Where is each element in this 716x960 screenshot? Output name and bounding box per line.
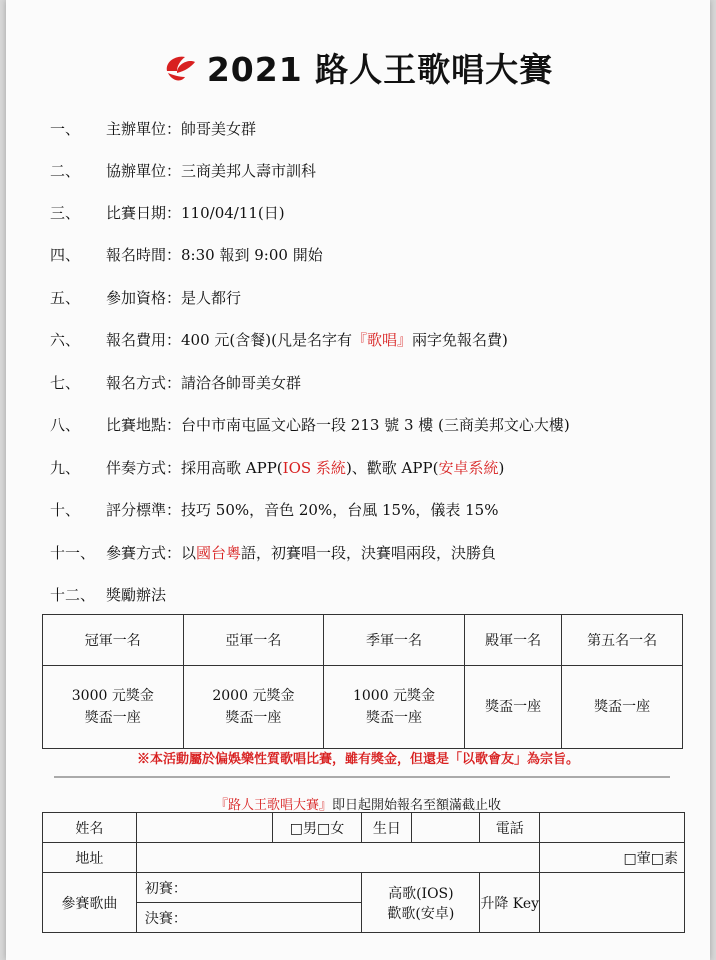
key-label: 升降 Key <box>480 873 540 933</box>
item-post: ) <box>498 459 505 477</box>
item-number: 十二、 <box>50 586 96 604</box>
prize-value-cell <box>43 666 184 749</box>
item-label: 比賽日期： <box>106 204 182 222</box>
item-post: 兩字免報名費) <box>412 331 508 349</box>
item-pre: 400 元(含餐)(凡是名字有 <box>181 331 352 349</box>
item-number: 二、 <box>50 162 81 180</box>
item-label: 評分標準： <box>106 501 182 519</box>
prize-value-cell <box>183 666 324 749</box>
prize-value-cell <box>562 666 683 749</box>
item-number: 三、 <box>50 204 81 222</box>
registration-form <box>42 812 685 933</box>
birthday-label: 生日 <box>362 813 412 843</box>
item-red: IOS 系統 <box>282 459 346 477</box>
item-value: 是人都行 <box>181 289 242 307</box>
prize-line: 3000 元獎金 <box>71 688 154 704</box>
item-value: 8:30 報到 9:00 開始 <box>181 246 323 264</box>
item-value: 帥哥美女群 <box>181 120 257 138</box>
birthday-field[interactable] <box>412 813 480 843</box>
item-pre: 以 <box>181 544 197 562</box>
item-text <box>106 457 504 478</box>
item-text <box>106 202 285 223</box>
item-red: 『歌唱』 <box>351 331 412 349</box>
item-text <box>106 372 301 393</box>
diet-checkboxes[interactable]: □葷□素 <box>540 843 685 873</box>
item-label: 伴奏方式： <box>106 459 182 477</box>
butterfly-logo-icon <box>163 53 197 87</box>
key-field[interactable] <box>540 873 685 933</box>
prize-header-cell: 冠軍一名 <box>43 615 184 666</box>
item-text <box>106 329 508 350</box>
name-field[interactable] <box>136 813 272 843</box>
divider <box>54 776 670 778</box>
item-number: 八、 <box>50 416 81 434</box>
item-value: 請洽各帥哥美女群 <box>181 374 302 392</box>
prize-value-cell <box>464 666 562 749</box>
item-value: 技巧 50%，音色 20%，台風 15%，儀表 15% <box>181 501 499 519</box>
item-red2: 安卓系統 <box>438 459 499 477</box>
prize-value-cell <box>324 666 465 749</box>
prize-header-cell: 季軍一名 <box>324 615 465 666</box>
address-label: 地址 <box>43 843 137 873</box>
phone-field[interactable] <box>540 813 685 843</box>
item-label: 報名費用： <box>106 331 182 349</box>
item-number: 十、 <box>50 501 81 519</box>
item-number: 一、 <box>50 120 81 138</box>
item-text <box>106 287 241 308</box>
item-number: 十一、 <box>50 544 96 562</box>
item-text <box>106 244 323 265</box>
page-title <box>6 44 710 91</box>
item-text <box>106 160 316 181</box>
item-number: 五、 <box>50 289 81 307</box>
item-number: 九、 <box>50 459 81 477</box>
item-label: 報名時間： <box>106 246 182 264</box>
item-pre: 採用高歌 APP( <box>181 459 283 477</box>
item-number: 七、 <box>50 374 81 392</box>
item-label: 獎勵辦法 <box>106 586 167 604</box>
item-label: 協辦單位： <box>106 162 182 180</box>
app-label: 高歌(IOS) 歡歌(安卓) <box>362 873 480 933</box>
name-label: 姓名 <box>43 813 137 843</box>
song-label: 參賽歌曲 <box>43 873 137 933</box>
gender-checkboxes[interactable]: □男□女 <box>272 813 362 843</box>
item-number: 六、 <box>50 331 81 349</box>
item-text <box>106 499 498 520</box>
prize-line: 1000 元獎金 <box>352 688 436 704</box>
activity-note: ※本活動屬於偏娛樂性質歌唱比賽，雖有獎金，但還是「以歌會友」為宗旨。 <box>136 752 579 767</box>
prize-header-cell: 殿軍一名 <box>464 615 562 666</box>
prize-line: 獎盃一座 <box>225 710 282 726</box>
prize-line: 獎盃一座 <box>485 699 542 715</box>
prelim-song-field[interactable]: 初賽： <box>136 873 362 903</box>
item-number: 四、 <box>50 246 81 264</box>
item-label: 主辦單位： <box>106 120 182 138</box>
prize-header-cell: 第五名一名 <box>562 615 683 666</box>
address-field[interactable] <box>136 843 539 873</box>
title-text: 2021 路人王歌唱大賽 <box>206 50 554 89</box>
item-text <box>106 414 570 435</box>
item-label: 比賽地點： <box>106 416 182 434</box>
item-value: 110/04/11(日) <box>181 204 285 222</box>
registration-heading: 『路人王歌唱大賽』即日起開始報名至額滿截止收 <box>214 798 502 813</box>
item-label: 參加資格： <box>106 289 182 307</box>
item-text <box>106 584 166 605</box>
item-post: 語，初賽唱一段，決賽唱兩段，決勝負 <box>241 544 497 562</box>
prize-header-cell: 亞軍一名 <box>183 615 324 666</box>
prize-line: 2000 元獎金 <box>212 688 295 704</box>
prize-line: 獎盃一座 <box>594 699 651 715</box>
item-text <box>106 542 496 563</box>
item-label: 報名方式： <box>106 374 182 392</box>
prize-table <box>42 614 683 749</box>
item-value: 三商美邦人壽市訓科 <box>181 162 317 180</box>
document-page <box>6 0 710 960</box>
item-text <box>106 118 256 139</box>
final-song-field[interactable]: 決賽： <box>136 903 362 933</box>
item-mid: )、歡歌 APP( <box>345 459 439 477</box>
prize-line: 獎盃一座 <box>366 710 423 726</box>
prize-line: 獎盃一座 <box>84 710 141 726</box>
item-red: 國台粵 <box>196 544 242 562</box>
phone-label: 電話 <box>480 813 540 843</box>
item-value: 台中市南屯區文心路一段 213 號 3 樓 (三商美邦文心大樓) <box>181 416 570 434</box>
item-label: 參賽方式： <box>106 544 182 562</box>
